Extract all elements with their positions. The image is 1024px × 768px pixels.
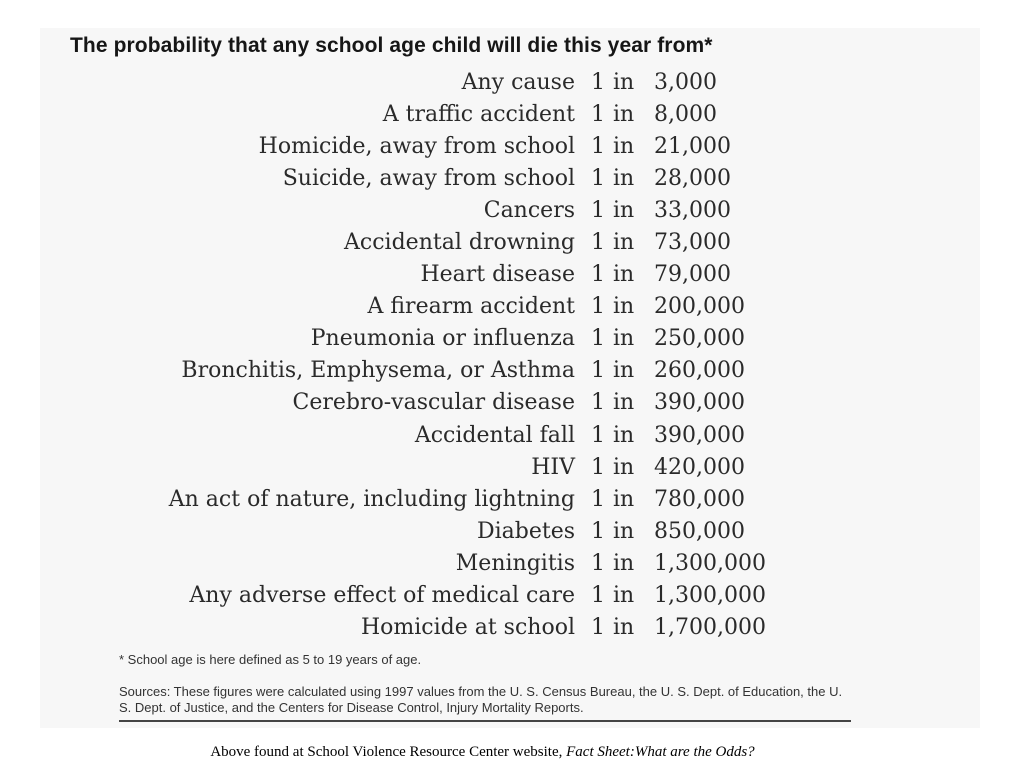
odds-in: in xyxy=(613,615,635,641)
odds-one: 1 xyxy=(591,165,605,191)
cause-label: Diabetes xyxy=(476,518,575,544)
odds-in: in xyxy=(613,358,635,384)
odds-in: in xyxy=(613,486,635,512)
odds-value: 420,000 xyxy=(654,454,745,480)
cause-label: Cerebro-vascular disease xyxy=(292,390,575,416)
caption-title: Fact Sheet:What are the Odds? xyxy=(566,744,755,760)
cause-label: Heart disease xyxy=(420,262,575,288)
odds-value: 79,000 xyxy=(654,262,731,288)
odds-value: 390,000 xyxy=(654,422,745,448)
cause-label: A firearm accident xyxy=(367,294,575,320)
odds-one: 1 xyxy=(591,486,605,512)
odds-table xyxy=(100,66,860,644)
cause-label: Suicide, away from school xyxy=(282,165,575,191)
odds-value: 8,000 xyxy=(654,101,717,127)
table-row xyxy=(100,323,860,355)
page-title: The probability that any school age child will die this year from* xyxy=(70,34,713,57)
odds-in: in xyxy=(613,165,635,191)
odds-value: 390,000 xyxy=(654,390,745,416)
table-row xyxy=(100,387,860,419)
odds-in: in xyxy=(613,101,635,127)
odds-value: 73,000 xyxy=(654,230,731,256)
table-row xyxy=(100,419,860,451)
odds-one: 1 xyxy=(591,583,605,609)
table-row xyxy=(100,291,860,323)
odds-in: in xyxy=(613,230,635,256)
odds-in: in xyxy=(613,454,635,480)
table-row xyxy=(100,483,860,515)
odds-in: in xyxy=(613,262,635,288)
table-row xyxy=(100,194,860,226)
cause-label: An act of nature, including lightning xyxy=(168,486,575,512)
table-row xyxy=(100,130,860,162)
cause-label: Homicide at school xyxy=(360,615,575,641)
odds-value: 780,000 xyxy=(654,486,745,512)
cause-label: Any cause xyxy=(461,69,575,95)
odds-one: 1 xyxy=(591,133,605,159)
cause-label: HIV xyxy=(531,454,575,480)
odds-one: 1 xyxy=(591,230,605,256)
table-row xyxy=(100,162,860,194)
odds-one: 1 xyxy=(591,326,605,352)
table-row xyxy=(100,612,860,644)
cause-label: Any adverse effect of medical care xyxy=(189,583,575,609)
odds-value: 3,000 xyxy=(654,69,717,95)
odds-one: 1 xyxy=(591,518,605,544)
table-row xyxy=(100,66,860,98)
odds-one: 1 xyxy=(591,550,605,576)
odds-value: 250,000 xyxy=(654,326,745,352)
odds-one: 1 xyxy=(591,615,605,641)
odds-in: in xyxy=(613,326,635,352)
odds-value: 1,300,000 xyxy=(654,583,766,609)
table-row xyxy=(100,259,860,291)
odds-value: 21,000 xyxy=(654,133,731,159)
cause-label: Meningitis xyxy=(455,550,575,576)
odds-one: 1 xyxy=(591,197,605,223)
table-row xyxy=(100,515,860,547)
odds-value: 33,000 xyxy=(654,197,731,223)
table-row xyxy=(100,226,860,258)
cause-label: Cancers xyxy=(483,197,575,223)
odds-one: 1 xyxy=(591,454,605,480)
divider-rule xyxy=(119,720,851,722)
table-row xyxy=(100,547,860,579)
cause-label: Accidental fall xyxy=(414,422,575,448)
odds-one: 1 xyxy=(591,422,605,448)
odds-one: 1 xyxy=(591,358,605,384)
caption-text: Above found at School Violence Resource Center website, xyxy=(210,744,567,760)
odds-in: in xyxy=(613,69,635,95)
odds-in: in xyxy=(613,390,635,416)
cause-label: Homicide, away from school xyxy=(258,133,575,159)
cause-label: Accidental drowning xyxy=(344,230,575,256)
odds-one: 1 xyxy=(591,101,605,127)
table-row xyxy=(100,580,860,612)
odds-value: 1,700,000 xyxy=(654,615,766,641)
odds-in: in xyxy=(613,422,635,448)
odds-value: 850,000 xyxy=(654,518,745,544)
table-row xyxy=(100,451,860,483)
footnote: * School age is here defined as 5 to 19 years of age. xyxy=(119,652,422,667)
odds-value: 1,300,000 xyxy=(654,550,766,576)
cause-label: A traffic accident xyxy=(382,101,575,127)
cause-label: Bronchitis, Emphysema, or Asthma xyxy=(181,358,575,384)
odds-in: in xyxy=(613,518,635,544)
table-row xyxy=(100,98,860,130)
odds-value: 200,000 xyxy=(654,294,745,320)
odds-value: 260,000 xyxy=(654,358,745,384)
odds-in: in xyxy=(613,294,635,320)
odds-in: in xyxy=(613,133,635,159)
odds-in: in xyxy=(613,583,635,609)
odds-one: 1 xyxy=(591,294,605,320)
odds-one: 1 xyxy=(591,390,605,416)
cause-label: Pneumonia or influenza xyxy=(310,326,575,352)
odds-in: in xyxy=(613,197,635,223)
caption xyxy=(0,744,965,761)
odds-value: 28,000 xyxy=(654,165,731,191)
odds-in: in xyxy=(613,550,635,576)
sources-note: Sources: These figures were calculated using 1997 values from the U. S. Census Bureau, the U. S. Dept. of Education, the U. S. Dept. of Justice, and the Centers for Disease Control, Injury Mortality Reports. xyxy=(119,684,843,715)
odds-one: 1 xyxy=(591,262,605,288)
table-row xyxy=(100,355,860,387)
odds-one: 1 xyxy=(591,69,605,95)
